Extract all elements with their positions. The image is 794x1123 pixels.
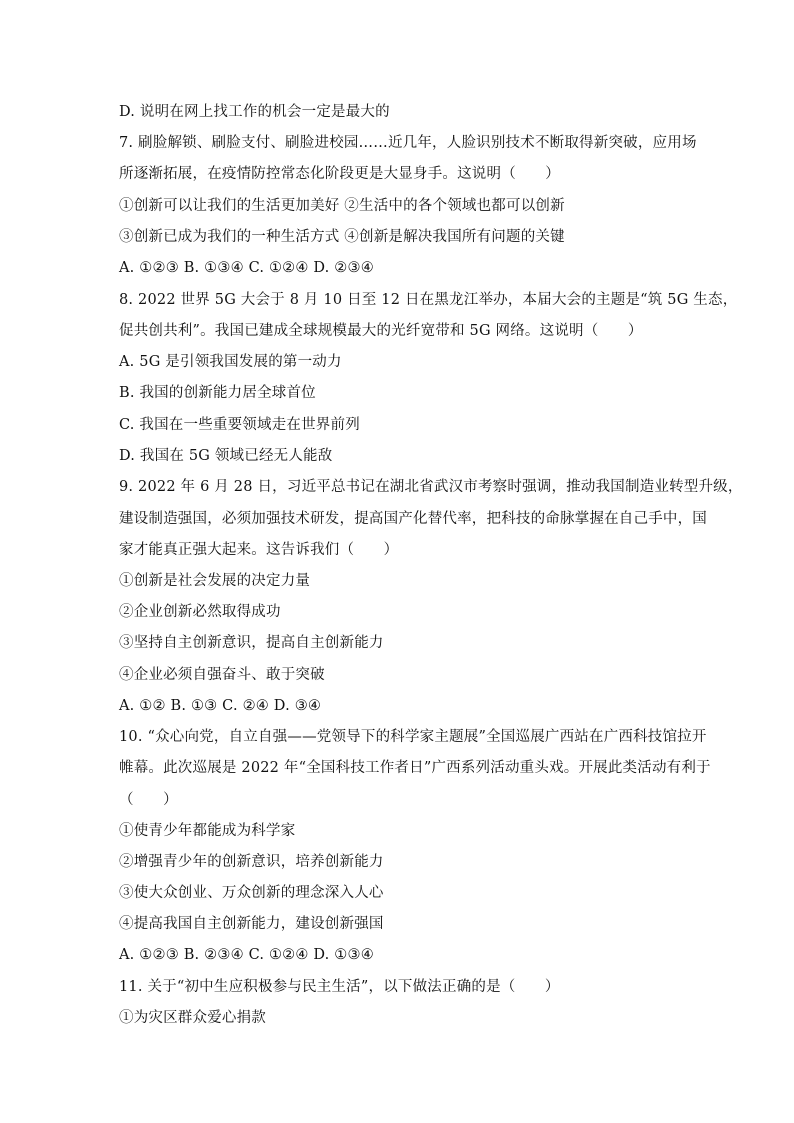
question-9-options: A. ①② B. ①③ C. ②④ D. ③④ <box>119 698 322 714</box>
question-9-statement-4: ④企业必须自强奋斗、敢于突破 <box>119 667 325 683</box>
question-10-statement-3: ③使大众创业、万众创新的理念深入人心 <box>119 885 384 901</box>
question-9-statement-1: ①创新是社会发展的决定力量 <box>119 573 311 589</box>
question-7-statements-34: ③创新已成为我们的一种生活方式 ④创新是解决我国所有问题的关键 <box>119 229 565 245</box>
option-6d: D. 说明在网上找工作的机会一定是最大的 <box>119 104 390 120</box>
question-8-option-a: A. 5G 是引领我国发展的第一动力 <box>119 354 342 370</box>
question-10-statement-4: ④提高我国自主创新能力，建设创新强国 <box>119 916 384 932</box>
question-8-stem-cont: 促共创共利”。我国已建成全球规模最大的光纤宽带和 5G 网络。这说明（ ） <box>119 323 643 339</box>
question-8-option-c: C. 我国在一些重要领域走在世界前列 <box>119 417 360 433</box>
question-9-stem: 9. 2022 年 6 月 28 日，习近平总书记在湖北省武汉市考察时强调，推动我国制造业转型升级， <box>119 479 743 495</box>
question-10-answer-blank: （ ） <box>119 792 178 808</box>
question-11-statement-1: ①为灾区群众爱心捐款 <box>119 1010 266 1026</box>
question-8-option-d: D. 我国在 5G 领域已经无人能敌 <box>119 448 333 464</box>
question-7-stem: 7. 刷脸解锁、刷脸支付、刷脸进校园……近几年，人脸识别技术不断取得新突破，应用场 <box>119 135 697 151</box>
question-8-option-b: B. 我国的创新能力居全球首位 <box>119 385 316 401</box>
question-8-stem: 8. 2022 世界 5G 大会于 8 月 10 日至 12 日在黑龙江举办，本届大会的主题是“筑 5G 生态， <box>119 292 738 308</box>
question-10-stem-cont: 帷幕。此次巡展是 2022 年“全国科技工作者日”广西系列活动重头戏。开展此类活动有利于 <box>119 760 711 776</box>
question-10-options: A. ①②③ B. ②③④ C. ①②④ D. ①③④ <box>119 947 374 963</box>
question-9-stem-cont-2: 家才能真正强大起来。这告诉我们（ ） <box>119 542 399 558</box>
question-10-statement-2: ②增强青少年的创新意识，培养创新能力 <box>119 854 384 870</box>
question-9-statement-3: ③坚持自主创新意识，提高自主创新能力 <box>119 635 384 651</box>
question-7-options: A. ①②③ B. ①③④ C. ①②④ D. ②③④ <box>119 260 374 276</box>
question-9-stem-cont-1: 建设制造强国，必须加强技术研发，提高国产化替代率，把科技的命脉掌握在自己手中，国 <box>119 511 707 527</box>
question-11-stem: 11. 关于“初中生应积极参与民主生活”，以下做法正确的是（ ） <box>119 979 560 995</box>
question-7-statements-12: ①创新可以让我们的生活更加美好 ②生活中的各个领域也都可以创新 <box>119 198 565 214</box>
question-10-statement-1: ①使青少年都能成为科学家 <box>119 823 296 839</box>
question-7-stem-cont: 所逐渐拓展，在疫情防控常态化阶段更是大显身手。这说明（ ） <box>119 166 560 182</box>
question-10-stem: 10. “众心向党，自立自强——党领导下的科学家主题展”全国巡展广西站在广西科技馆拉开 <box>119 729 707 745</box>
question-9-statement-2: ②企业创新必然取得成功 <box>119 604 281 620</box>
